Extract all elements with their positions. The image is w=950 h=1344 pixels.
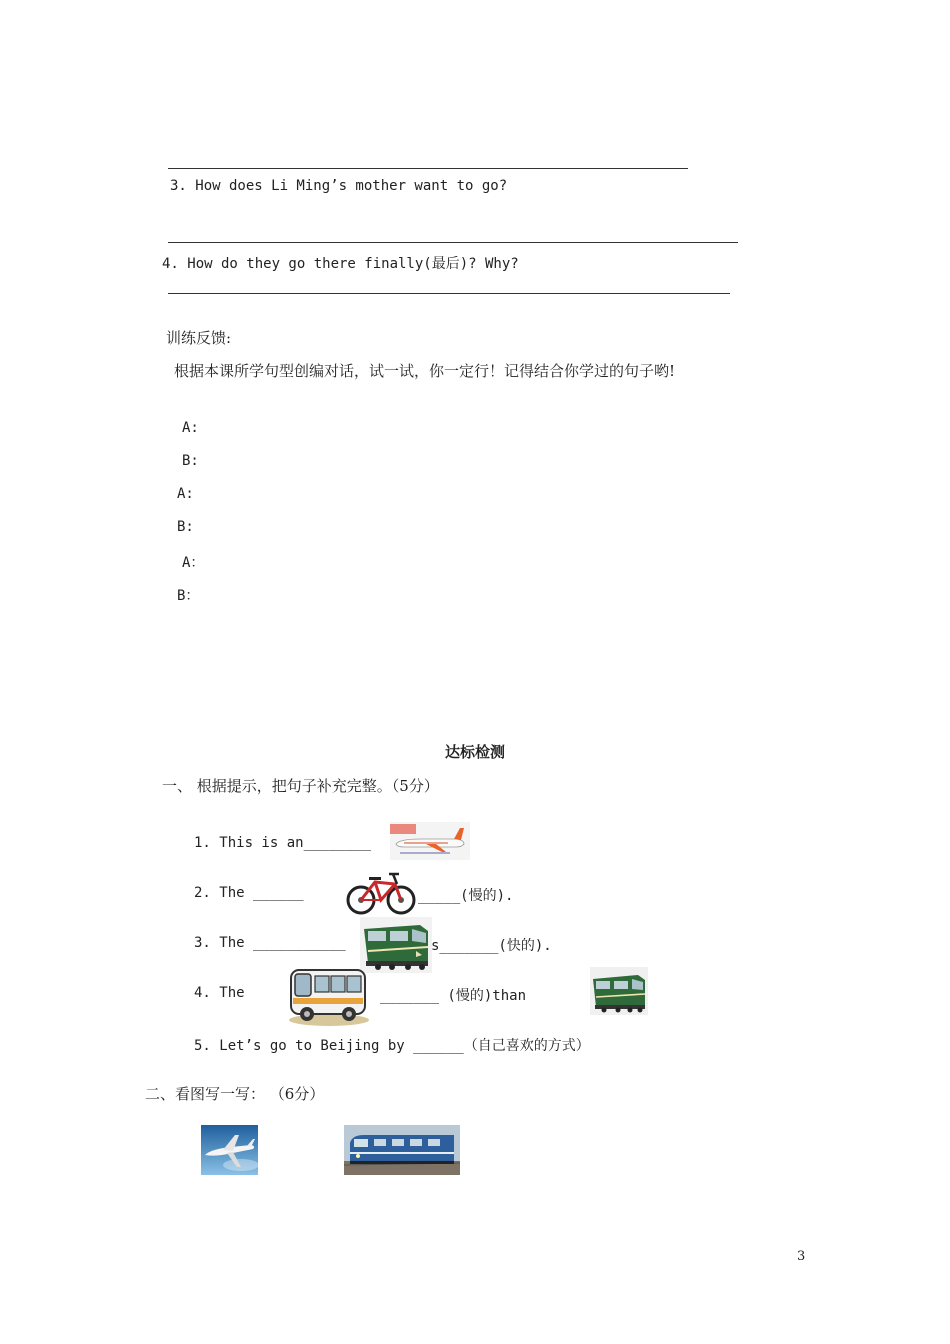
airplane-sky-photo-icon [201,1125,258,1175]
item-3-text: 3. The ___________ [194,935,346,951]
dialog-line-a1: A: [182,420,199,436]
dialog-line-a3: A： [182,555,205,571]
answer-line-2[interactable] [168,242,738,243]
feedback-title: 训练反馈: [166,329,232,347]
dialog-line-b3: B： [177,588,200,604]
item-3-suffix: s_______(快的). [431,938,552,954]
item-4-text: 4. The [194,985,245,1001]
blue-train-photo-icon [344,1125,460,1175]
answer-line-3[interactable] [168,293,730,294]
dialog-line-a2: A: [177,486,194,502]
dialog-line-b1: B: [182,453,199,469]
item-1-text: 1. This is an________ [194,835,372,851]
bicycle-photo-icon [345,868,417,916]
dialog-line-b2: B: [177,519,194,535]
airliner-photo-icon [390,822,470,860]
item-2-suffix: _____(慢的). [418,888,514,904]
page-number: 3 [797,1249,806,1264]
item-4-suffix: _______ (慢的)than [380,988,527,1004]
answer-line-1[interactable] [168,168,688,169]
part2-heading: 二、看图写一写： （6分） [145,1085,325,1103]
bus-cartoon-icon [283,964,373,1028]
test-title: 达标检测 [444,743,505,761]
part1-heading: 一、 根据提示，把句子补充完整。（5分） [162,777,439,795]
item-5-text: 5. Let’s go to Beijing by ______（自己喜欢的方式） [194,1038,590,1054]
feedback-instruction: 根据本课所学句型创编对话，试一试，你一定行！记得结合你学过的句子哟! [174,362,676,380]
item-2-text: 2. The ______ [194,885,304,901]
question-4: 4. How do they go there finally(最后)? Why? [162,256,519,272]
question-3: 3. How does Li Ming’s mother want to go? [170,178,508,194]
green-locomotive-photo-small-icon [590,967,648,1015]
